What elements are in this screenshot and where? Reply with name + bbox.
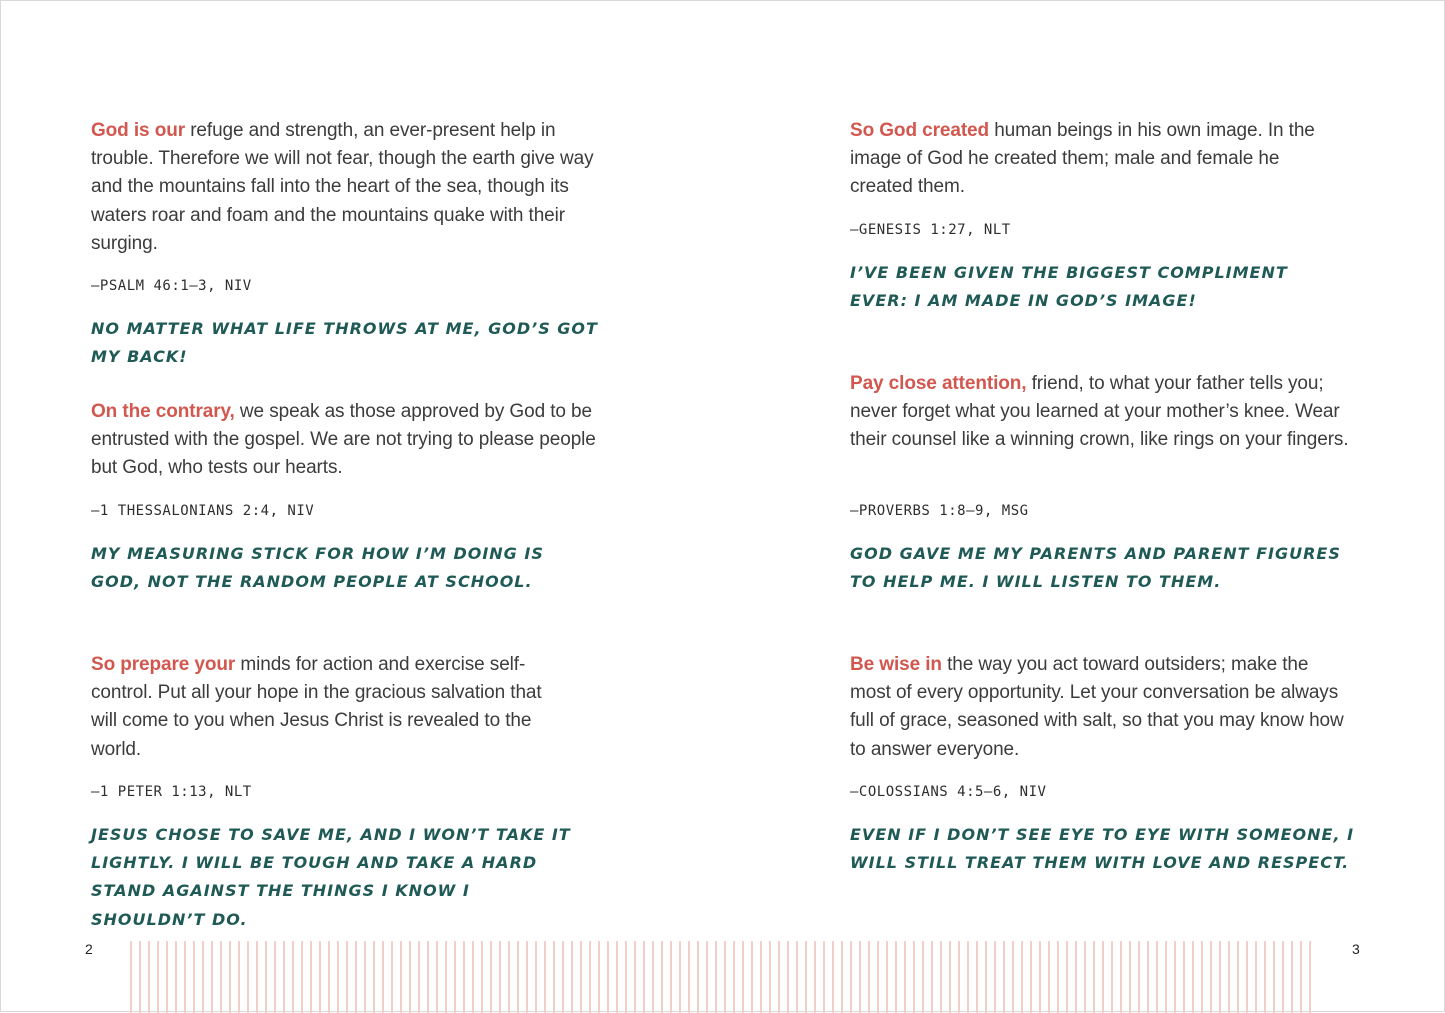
verse-lead: Be wise in	[850, 654, 942, 675]
verse-reference: –GENESIS 1:27, NLT	[850, 222, 1011, 238]
verse-text	[850, 370, 1355, 455]
verse-entry	[850, 370, 1370, 592]
verse-entry	[850, 117, 1370, 311]
verse-lead: God is our	[91, 120, 186, 141]
verse-reference: –PROVERBS 1:8–9, MSG	[850, 503, 1029, 519]
reflection-note: JESUS CHOSE TO SAVE ME, AND I WON’T TAKE IT LIGHTLY. I WILL BE TOUGH AND TAKE A HARD STAND AGAINST THE THINGS I KNOW I SHOULDN’T DO.	[91, 825, 571, 929]
verse-reference: –PSALM 46:1–3, NIV	[91, 278, 252, 294]
reflection-note: MY MEASURING STICK FOR HOW I’M DOING IS GOD, NOT THE RANDOM PEOPLE AT SCHOOL.	[91, 544, 544, 592]
reflection-note: GOD GAVE ME MY PARENTS AND PARENT FIGURES TO HELP ME. I WILL LISTEN TO THEM.	[850, 544, 1341, 592]
reflection-note: NO MATTER WHAT LIFE THROWS AT ME, GOD’S GOT MY BACK!	[91, 319, 598, 367]
verse-reference: –COLOSSIANS 4:5–6, NIV	[850, 784, 1047, 800]
verse-reference: –1 PETER 1:13, NLT	[91, 784, 252, 800]
verse-text	[850, 651, 1345, 764]
reflection-note: I’VE BEEN GIVEN THE BIGGEST COMPLIMENT EVER: I AM MADE IN GOD’S IMAGE!	[850, 263, 1288, 311]
verse-body: minds for action and exercise self-control. Put all your hope in the gracious salvation that will come to you when Jesus Christ is revealed to the world.	[91, 654, 542, 760]
verse-text	[91, 651, 571, 764]
verse-body: we speak as those approved by God to be entrusted with the gospel. We are not trying to please people but God, who tests our hearts.	[91, 401, 596, 479]
verse-entry	[91, 651, 611, 929]
verse-text	[850, 117, 1330, 202]
verse-lead: Pay close attention,	[850, 373, 1027, 394]
page-number-right: 3	[1352, 941, 1360, 957]
page-number-left: 2	[85, 941, 93, 957]
verse-body: the way you act toward outsiders; make the most of every opportunity. Let your conversation be always full of grace, seasoned with salt, so that you may know how to answer everyone.	[850, 654, 1344, 760]
reflection-note: EVEN IF I DON’T SEE EYE TO EYE WITH SOMEONE, I WILL STILL TREAT THEM WITH LOVE AND RESPECT.	[850, 825, 1355, 873]
verse-reference: –1 THESSALONIANS 2:4, NIV	[91, 503, 315, 519]
verse-lead: So God created	[850, 120, 990, 141]
verse-lead: So prepare your	[91, 654, 236, 675]
verse-entry	[91, 398, 611, 592]
verse-text	[91, 117, 601, 258]
verse-text	[91, 398, 596, 483]
verse-entry	[91, 117, 611, 367]
verse-entry	[850, 651, 1370, 873]
verse-body: friend, to what your father tells you; never forget what you learned at your mother’s knee. Wear their counsel like a winning crown, like rings on your fingers.	[850, 373, 1349, 451]
verse-lead: On the contrary,	[91, 401, 235, 422]
verse-body: human beings in his own image. In the image of God he created them; male and female he created them.	[850, 120, 1315, 198]
verse-body: refuge and strength, an ever-present help in trouble. Therefore we will not fear, though the earth give way and the mountains fall into the heart of the sea, though its waters roar and foam and the mountains quake with their surging.	[91, 120, 594, 254]
decorative-stripe-band	[130, 941, 1316, 1013]
